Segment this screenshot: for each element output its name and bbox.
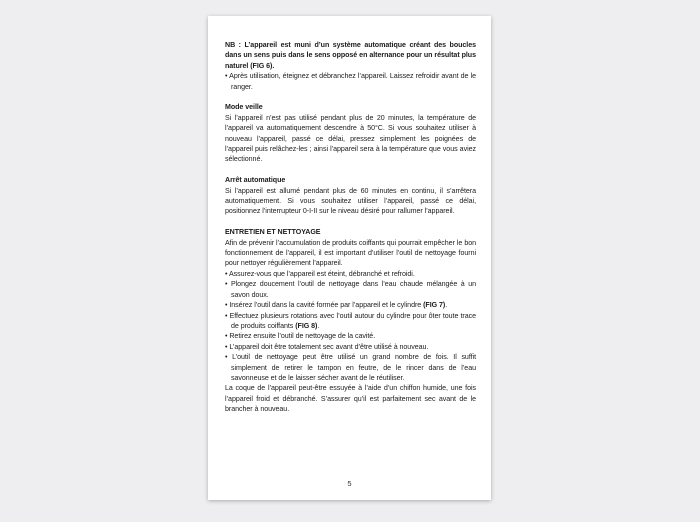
bullet-4-fig: (FIG 8) <box>295 321 318 330</box>
bullet-3-text: • Insérez l’outil dans la cavité formée par l’appareil et le cylindre <box>225 301 424 310</box>
entretien-closing: La coque de l’appareil peut-être essuyée à l’aide d’un chiffon humide, une fois l’appareil froid et débranché. S’assurer qu’il est parfaitement sec avant de le brancher à nouveau. <box>225 384 476 414</box>
bullet-4-text: • Effectuez plusieurs rotations avec l’outil autour du cylindre pour ôter toute trace de produits coiffants <box>225 311 476 330</box>
entretien-bullet-3 <box>225 300 476 310</box>
arret-title: Arrêt automatique <box>225 176 286 185</box>
section-mode-veille <box>225 102 476 164</box>
entretien-title: ENTRETIEN ET NETTOYAGE <box>225 228 321 237</box>
entretien-bullet-6: • L’appareil doit être totalement sec avant d’être utilisé à nouveau. <box>225 342 429 351</box>
page-content <box>225 40 476 415</box>
nb-bullet: • Après utilisation, éteignez et débranchez l’appareil. Laissez refroidir avant de le ranger. <box>225 72 476 91</box>
nb-note <box>225 40 476 71</box>
entretien-bullet-1: • Assurez-vous que l’appareil est éteint, débranché et refroidi. <box>225 269 415 278</box>
nb-note-text: NB : L’appareil est muni d’un système automatique créant des boucles dans un sens puis dans le sens opposé en alternance pour un résultat plus naturel <box>225 41 476 70</box>
entretien-bullet-4 <box>225 311 476 332</box>
entretien-intro: Afin de prévenir l’accumulation de produits coiffants qui pourrait empêcher le bon fonctionnement de l’appareil, il est important d’utiliser l’outil de nettoyage fourni pour nettoyer régulièrement l’appareil. <box>225 238 476 268</box>
section-entretien <box>225 227 476 414</box>
document-page <box>208 16 491 500</box>
arret-text: Si l’appareil est allumé pendant plus de 60 minutes en continu, il s’arrêtera automatiquement. Si vous souhaitez utiliser l’appareil, passé ce délai, positionnez l’interrupteur 0-I-II sur le niveau désiré pour rallumer l’appareil. <box>225 186 476 216</box>
bullet-3-end: . <box>445 301 448 310</box>
entretien-bullet-7: • L’outil de nettoyage peut être utilisé un grand nombre de fois. Il suffit simplement de retirer le tampon en feutre, de le rincer dans de l’eau savonneuse et de le laisser sécher avant de le réutiliser. <box>225 353 476 382</box>
entretien-bullet-5: • Retirez ensuite l’outil de nettoyage de la cavité. <box>225 332 376 341</box>
bullet-4-end: . <box>317 321 320 330</box>
bullet-3-fig: (FIG 7) <box>423 301 446 310</box>
section-arret-automatique <box>225 175 476 217</box>
mode-veille-title: Mode veille <box>225 103 263 112</box>
entretien-bullet-2: • Plongez doucement l’outil de nettoyage dans l’eau chaude mélangée à un savon doux. <box>225 280 476 299</box>
page-number: 5 <box>347 479 352 488</box>
nb-note-end: . <box>272 61 275 70</box>
nb-note-fig: (FIG 6) <box>250 61 273 70</box>
mode-veille-text: Si l’appareil n’est pas utilisé pendant plus de 20 minutes, la température de l’appareil va automatiquement descendre à 50°C. Si vous souhaitez utiliser à nouveau l’appareil, passé ce délai, pressez simplement les poignées de l’appareil puis relâchez-les ; ainsi l’appareil sera à la température que vous aviez sélectionné. <box>225 113 476 164</box>
